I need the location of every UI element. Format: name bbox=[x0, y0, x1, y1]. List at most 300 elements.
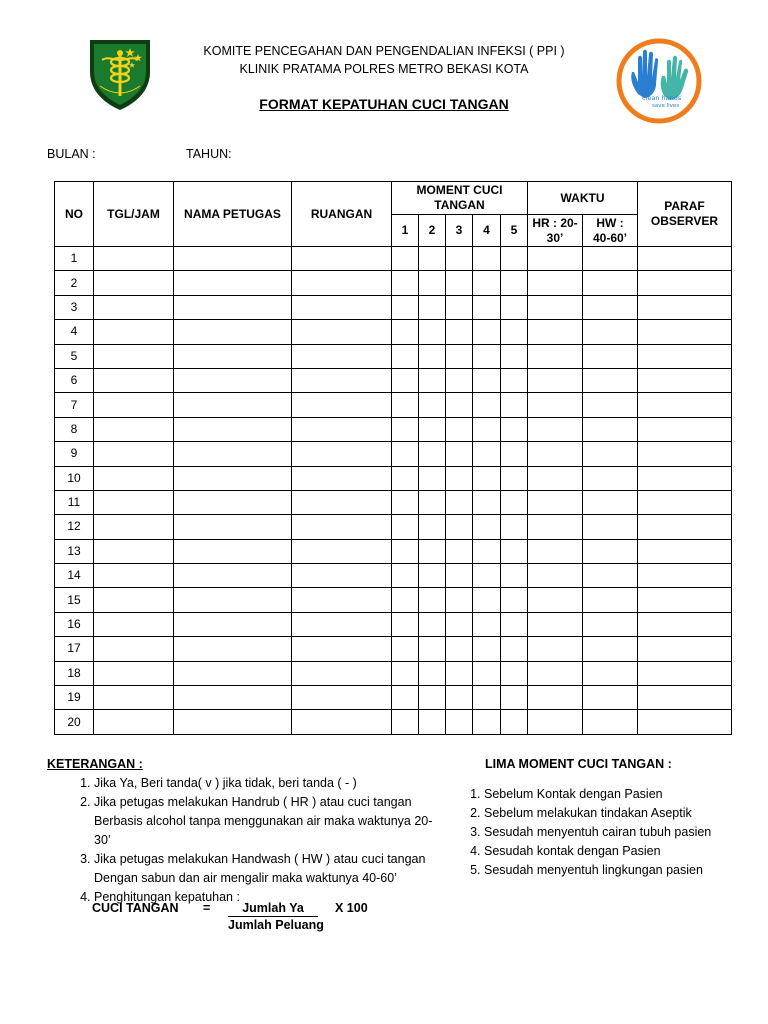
table-cell bbox=[174, 588, 292, 612]
table-cell bbox=[392, 515, 419, 539]
table-cell bbox=[174, 515, 292, 539]
table-cell bbox=[292, 247, 392, 271]
table-cell bbox=[501, 490, 528, 514]
table-cell bbox=[446, 539, 473, 563]
table-cell bbox=[94, 612, 174, 636]
table-cell bbox=[174, 295, 292, 319]
table-cell bbox=[94, 637, 174, 661]
table-cell bbox=[446, 417, 473, 441]
table-cell bbox=[292, 612, 392, 636]
table-cell bbox=[473, 612, 501, 636]
table-cell bbox=[419, 612, 446, 636]
table-cell bbox=[94, 539, 174, 563]
header-date-time: TGL/JAM bbox=[94, 182, 174, 247]
table-cell bbox=[392, 637, 419, 661]
formula-equals: = bbox=[203, 901, 211, 915]
table-cell bbox=[473, 710, 501, 734]
table-cell bbox=[94, 295, 174, 319]
table-cell bbox=[583, 295, 638, 319]
moment-item: 1. Sebelum Kontak dengan Pasien bbox=[484, 785, 750, 804]
formula-label: CUCI TANGAN bbox=[92, 901, 179, 915]
table-row bbox=[55, 271, 732, 295]
table-cell bbox=[446, 368, 473, 392]
table-cell bbox=[392, 295, 419, 319]
table-cell bbox=[292, 490, 392, 514]
table-cell bbox=[292, 564, 392, 588]
table-cell bbox=[174, 344, 292, 368]
table-cell bbox=[501, 710, 528, 734]
year-field-label: TAHUN: bbox=[186, 147, 232, 161]
table-cell bbox=[446, 686, 473, 710]
table-row bbox=[55, 588, 732, 612]
table-cell bbox=[528, 271, 583, 295]
table-cell bbox=[392, 417, 419, 441]
table-cell bbox=[174, 637, 292, 661]
table-cell bbox=[446, 344, 473, 368]
table-cell bbox=[419, 588, 446, 612]
table-cell bbox=[638, 539, 732, 563]
svg-text:save lives: save lives bbox=[652, 103, 680, 109]
table-cell bbox=[446, 442, 473, 466]
table-cell bbox=[419, 637, 446, 661]
table-cell bbox=[583, 588, 638, 612]
row-number: 3 bbox=[55, 295, 94, 319]
table-cell bbox=[292, 295, 392, 319]
five-moments-title: LIMA MOMENT CUCI TANGAN : bbox=[485, 757, 672, 771]
header-moment: MOMENT CUCI TANGAN bbox=[392, 182, 528, 215]
table-cell bbox=[392, 588, 419, 612]
formula-denominator: Jumlah Peluang bbox=[228, 918, 324, 932]
table-cell bbox=[638, 368, 732, 392]
table-cell bbox=[419, 490, 446, 514]
moment-item: 4. Sesudah kontak dengan Pasien bbox=[484, 842, 750, 861]
table-row bbox=[55, 564, 732, 588]
table-cell bbox=[638, 588, 732, 612]
table-cell bbox=[392, 686, 419, 710]
table-cell bbox=[638, 637, 732, 661]
table-cell bbox=[174, 247, 292, 271]
table-cell bbox=[292, 271, 392, 295]
table-row bbox=[55, 393, 732, 417]
table-cell bbox=[638, 515, 732, 539]
table-cell bbox=[638, 661, 732, 685]
table-cell bbox=[292, 588, 392, 612]
table-cell bbox=[501, 368, 528, 392]
document-title: FORMAT KEPATUHAN CUCI TANGAN bbox=[259, 96, 509, 112]
header-moment-5: 5 bbox=[501, 215, 528, 247]
table-cell bbox=[446, 710, 473, 734]
table-cell bbox=[501, 247, 528, 271]
table-cell bbox=[528, 320, 583, 344]
table-cell bbox=[446, 588, 473, 612]
table-cell bbox=[419, 247, 446, 271]
header-moment-4: 4 bbox=[473, 215, 501, 247]
row-number: 9 bbox=[55, 442, 94, 466]
table-row bbox=[55, 417, 732, 441]
table-row bbox=[55, 466, 732, 490]
table-cell bbox=[292, 539, 392, 563]
table-cell bbox=[174, 271, 292, 295]
moment-item: 2. Sebelum melakukan tindakan Aseptik bbox=[484, 804, 750, 823]
table-cell bbox=[174, 320, 292, 344]
table-cell bbox=[473, 417, 501, 441]
note-item: 3. Jika petugas melakukan Handwash ( HW ) atau cuci tangan Dengan sabun dan air mengalir maka waktunya 40-60’ bbox=[94, 850, 447, 888]
table-cell bbox=[638, 247, 732, 271]
table-cell bbox=[174, 490, 292, 514]
table-cell bbox=[473, 661, 501, 685]
table-cell bbox=[94, 661, 174, 685]
table-row bbox=[55, 490, 732, 514]
table-cell bbox=[94, 515, 174, 539]
table-cell bbox=[446, 271, 473, 295]
table-cell bbox=[583, 710, 638, 734]
table-cell bbox=[392, 393, 419, 417]
table-cell bbox=[174, 417, 292, 441]
table-cell bbox=[174, 539, 292, 563]
table-cell bbox=[501, 515, 528, 539]
table-cell bbox=[638, 564, 732, 588]
row-number: 6 bbox=[55, 368, 94, 392]
table-cell bbox=[94, 247, 174, 271]
table-cell bbox=[392, 564, 419, 588]
table-cell bbox=[446, 247, 473, 271]
table-cell bbox=[501, 295, 528, 319]
row-number: 19 bbox=[55, 686, 94, 710]
table-cell bbox=[583, 686, 638, 710]
table-cell bbox=[638, 466, 732, 490]
table-cell bbox=[473, 637, 501, 661]
table-cell bbox=[501, 588, 528, 612]
header-observer-signature: PARAF OBSERVER bbox=[638, 182, 732, 247]
table-cell bbox=[501, 564, 528, 588]
table-cell bbox=[473, 295, 501, 319]
row-number: 12 bbox=[55, 515, 94, 539]
header-time: WAKTU bbox=[528, 182, 638, 215]
table-cell bbox=[419, 515, 446, 539]
table-cell bbox=[638, 344, 732, 368]
table-row bbox=[55, 515, 732, 539]
table-cell bbox=[94, 710, 174, 734]
header-staff-name: NAMA PETUGAS bbox=[174, 182, 292, 247]
row-number: 7 bbox=[55, 393, 94, 417]
table-cell bbox=[446, 564, 473, 588]
table-cell bbox=[583, 344, 638, 368]
table-cell bbox=[583, 417, 638, 441]
note-item: 4. Penghitungan kepatuhan : bbox=[94, 888, 447, 907]
table-cell bbox=[292, 393, 392, 417]
row-number: 20 bbox=[55, 710, 94, 734]
clinic-name: KLINIK PRATAMA POLRES METRO BEKASI KOTA bbox=[239, 62, 529, 76]
table-cell bbox=[528, 368, 583, 392]
row-number: 10 bbox=[55, 466, 94, 490]
table-cell bbox=[392, 247, 419, 271]
table-cell bbox=[419, 466, 446, 490]
formula-multiplier: X 100 bbox=[335, 901, 368, 915]
month-field-label: BULAN : bbox=[47, 147, 96, 161]
table-cell bbox=[292, 320, 392, 344]
table-cell bbox=[583, 393, 638, 417]
row-number: 4 bbox=[55, 320, 94, 344]
table-cell bbox=[419, 271, 446, 295]
table-cell bbox=[583, 490, 638, 514]
table-cell bbox=[419, 539, 446, 563]
table-cell bbox=[501, 539, 528, 563]
table-cell bbox=[292, 515, 392, 539]
table-cell bbox=[528, 295, 583, 319]
compliance-table bbox=[54, 181, 732, 735]
table-cell bbox=[528, 539, 583, 563]
table-row bbox=[55, 539, 732, 563]
table-cell bbox=[446, 393, 473, 417]
table-cell bbox=[94, 393, 174, 417]
svg-text:clean hands: clean hands bbox=[642, 94, 682, 102]
table-cell bbox=[638, 710, 732, 734]
table-cell bbox=[528, 588, 583, 612]
table-cell bbox=[446, 637, 473, 661]
table-cell bbox=[473, 490, 501, 514]
table-cell bbox=[583, 368, 638, 392]
moment-item: 3. Sesudah menyentuh cairan tubuh pasien bbox=[484, 823, 750, 842]
table-row bbox=[55, 710, 732, 734]
table-cell bbox=[583, 466, 638, 490]
table-cell bbox=[392, 612, 419, 636]
table-cell bbox=[292, 344, 392, 368]
table-cell bbox=[419, 564, 446, 588]
table-cell bbox=[292, 686, 392, 710]
notes-section bbox=[47, 755, 447, 907]
table-cell bbox=[292, 368, 392, 392]
committee-name: KOMITE PENCEGAHAN DAN PENGENDALIAN INFEKSI ( PPI ) bbox=[203, 44, 565, 58]
table-cell bbox=[528, 686, 583, 710]
table-cell bbox=[528, 490, 583, 514]
table-cell bbox=[392, 368, 419, 392]
table-cell bbox=[446, 295, 473, 319]
table-cell bbox=[583, 247, 638, 271]
table-cell bbox=[94, 417, 174, 441]
table-cell bbox=[446, 661, 473, 685]
table-cell bbox=[501, 442, 528, 466]
table-cell bbox=[174, 710, 292, 734]
table-cell bbox=[638, 271, 732, 295]
table-cell bbox=[419, 344, 446, 368]
header-no: NO bbox=[55, 182, 94, 247]
table-cell bbox=[446, 490, 473, 514]
table-cell bbox=[419, 393, 446, 417]
table-cell bbox=[174, 661, 292, 685]
table-cell bbox=[174, 393, 292, 417]
table-cell bbox=[473, 686, 501, 710]
table-cell bbox=[419, 661, 446, 685]
table-cell bbox=[174, 564, 292, 588]
table-cell bbox=[583, 564, 638, 588]
table-row bbox=[55, 637, 732, 661]
table-cell bbox=[473, 466, 501, 490]
table-cell bbox=[94, 442, 174, 466]
row-number: 16 bbox=[55, 612, 94, 636]
header-moment-2: 2 bbox=[419, 215, 446, 247]
header-handrub-time: HR : 20-30’ bbox=[528, 215, 583, 247]
table-cell bbox=[419, 442, 446, 466]
table-cell bbox=[292, 417, 392, 441]
table-cell bbox=[174, 612, 292, 636]
table-cell bbox=[528, 637, 583, 661]
table-cell bbox=[419, 320, 446, 344]
table-cell bbox=[501, 393, 528, 417]
table-cell bbox=[174, 686, 292, 710]
table-cell bbox=[583, 539, 638, 563]
row-number: 2 bbox=[55, 271, 94, 295]
table-cell bbox=[473, 564, 501, 588]
table-cell bbox=[473, 368, 501, 392]
table-cell bbox=[528, 442, 583, 466]
table-cell bbox=[528, 393, 583, 417]
table-cell bbox=[94, 588, 174, 612]
table-cell bbox=[528, 710, 583, 734]
table-cell bbox=[392, 539, 419, 563]
row-number: 15 bbox=[55, 588, 94, 612]
row-number: 5 bbox=[55, 344, 94, 368]
table-cell bbox=[473, 393, 501, 417]
table-cell bbox=[292, 466, 392, 490]
table-cell bbox=[392, 710, 419, 734]
table-cell bbox=[528, 344, 583, 368]
table-cell bbox=[292, 661, 392, 685]
table-cell bbox=[446, 612, 473, 636]
table-row bbox=[55, 320, 732, 344]
table-cell bbox=[392, 490, 419, 514]
table-cell bbox=[392, 271, 419, 295]
table-cell bbox=[528, 515, 583, 539]
table-cell bbox=[392, 466, 419, 490]
table-cell bbox=[638, 612, 732, 636]
row-number: 11 bbox=[55, 490, 94, 514]
note-item: 1. Jika Ya, Beri tanda( v ) jika tidak, beri tanda ( - ) bbox=[94, 774, 447, 793]
table-cell bbox=[473, 515, 501, 539]
table-cell bbox=[94, 490, 174, 514]
table-cell bbox=[473, 344, 501, 368]
row-number: 18 bbox=[55, 661, 94, 685]
table-cell bbox=[638, 442, 732, 466]
table-row bbox=[55, 368, 732, 392]
table-cell bbox=[419, 710, 446, 734]
table-cell bbox=[94, 320, 174, 344]
table-cell bbox=[392, 442, 419, 466]
row-number: 8 bbox=[55, 417, 94, 441]
table-cell bbox=[501, 417, 528, 441]
header-handwash-time: HW : 40-60’ bbox=[583, 215, 638, 247]
table-cell bbox=[419, 686, 446, 710]
table-cell bbox=[473, 588, 501, 612]
table-cell bbox=[473, 539, 501, 563]
table-row bbox=[55, 247, 732, 271]
table-cell bbox=[94, 368, 174, 392]
table-row bbox=[55, 295, 732, 319]
row-number: 17 bbox=[55, 637, 94, 661]
table-cell bbox=[501, 320, 528, 344]
table-cell bbox=[94, 686, 174, 710]
table-row bbox=[55, 661, 732, 685]
table-cell bbox=[501, 637, 528, 661]
table-cell bbox=[446, 466, 473, 490]
table-row bbox=[55, 344, 732, 368]
row-number: 14 bbox=[55, 564, 94, 588]
table-cell bbox=[583, 661, 638, 685]
note-item: 2. Jika petugas melakukan Handrub ( HR ) atau cuci tangan Berbasis alcohol tanpa menggunakan air maka waktunya 20-30’ bbox=[94, 793, 447, 850]
table-cell bbox=[94, 466, 174, 490]
table-cell bbox=[446, 515, 473, 539]
header-moment-1: 1 bbox=[392, 215, 419, 247]
table-cell bbox=[583, 515, 638, 539]
table-cell bbox=[292, 442, 392, 466]
table-cell bbox=[638, 320, 732, 344]
table-cell bbox=[528, 661, 583, 685]
table-cell bbox=[638, 417, 732, 441]
table-cell bbox=[446, 320, 473, 344]
table-cell bbox=[501, 661, 528, 685]
table-cell bbox=[392, 320, 419, 344]
table-cell bbox=[528, 612, 583, 636]
table-cell bbox=[528, 466, 583, 490]
table-cell bbox=[94, 344, 174, 368]
table-row bbox=[55, 442, 732, 466]
row-number: 1 bbox=[55, 247, 94, 271]
table-cell bbox=[583, 271, 638, 295]
table-row bbox=[55, 686, 732, 710]
table-cell bbox=[473, 320, 501, 344]
table-cell bbox=[174, 442, 292, 466]
five-moments-section bbox=[460, 757, 750, 880]
table-cell bbox=[638, 295, 732, 319]
table-cell bbox=[638, 686, 732, 710]
table-cell bbox=[501, 466, 528, 490]
header-room: RUANGAN bbox=[292, 182, 392, 247]
moment-item: 5. Sesudah menyentuh lingkungan pasien bbox=[484, 861, 750, 880]
table-cell bbox=[174, 368, 292, 392]
table-cell bbox=[528, 417, 583, 441]
table-cell bbox=[292, 710, 392, 734]
table-cell bbox=[473, 442, 501, 466]
table-cell bbox=[583, 442, 638, 466]
notes-title: KETERANGAN : bbox=[47, 757, 143, 771]
table-cell bbox=[501, 344, 528, 368]
row-number: 13 bbox=[55, 539, 94, 563]
table-cell bbox=[583, 612, 638, 636]
table-cell bbox=[583, 320, 638, 344]
table-cell bbox=[501, 686, 528, 710]
table-cell bbox=[292, 637, 392, 661]
table-cell bbox=[501, 612, 528, 636]
table-cell bbox=[638, 393, 732, 417]
table-cell bbox=[638, 490, 732, 514]
table-cell bbox=[419, 295, 446, 319]
table-cell bbox=[392, 344, 419, 368]
formula-numerator: Jumlah Ya bbox=[228, 901, 318, 917]
table-cell bbox=[94, 564, 174, 588]
table-cell bbox=[501, 271, 528, 295]
table-cell bbox=[174, 466, 292, 490]
table-cell bbox=[583, 637, 638, 661]
table-cell bbox=[392, 661, 419, 685]
table-cell bbox=[528, 564, 583, 588]
table-cell bbox=[473, 271, 501, 295]
header-moment-3: 3 bbox=[446, 215, 473, 247]
table-cell bbox=[94, 271, 174, 295]
table-cell bbox=[419, 417, 446, 441]
table-cell bbox=[473, 247, 501, 271]
table-cell bbox=[528, 247, 583, 271]
table-row bbox=[55, 612, 732, 636]
table-cell bbox=[419, 368, 446, 392]
